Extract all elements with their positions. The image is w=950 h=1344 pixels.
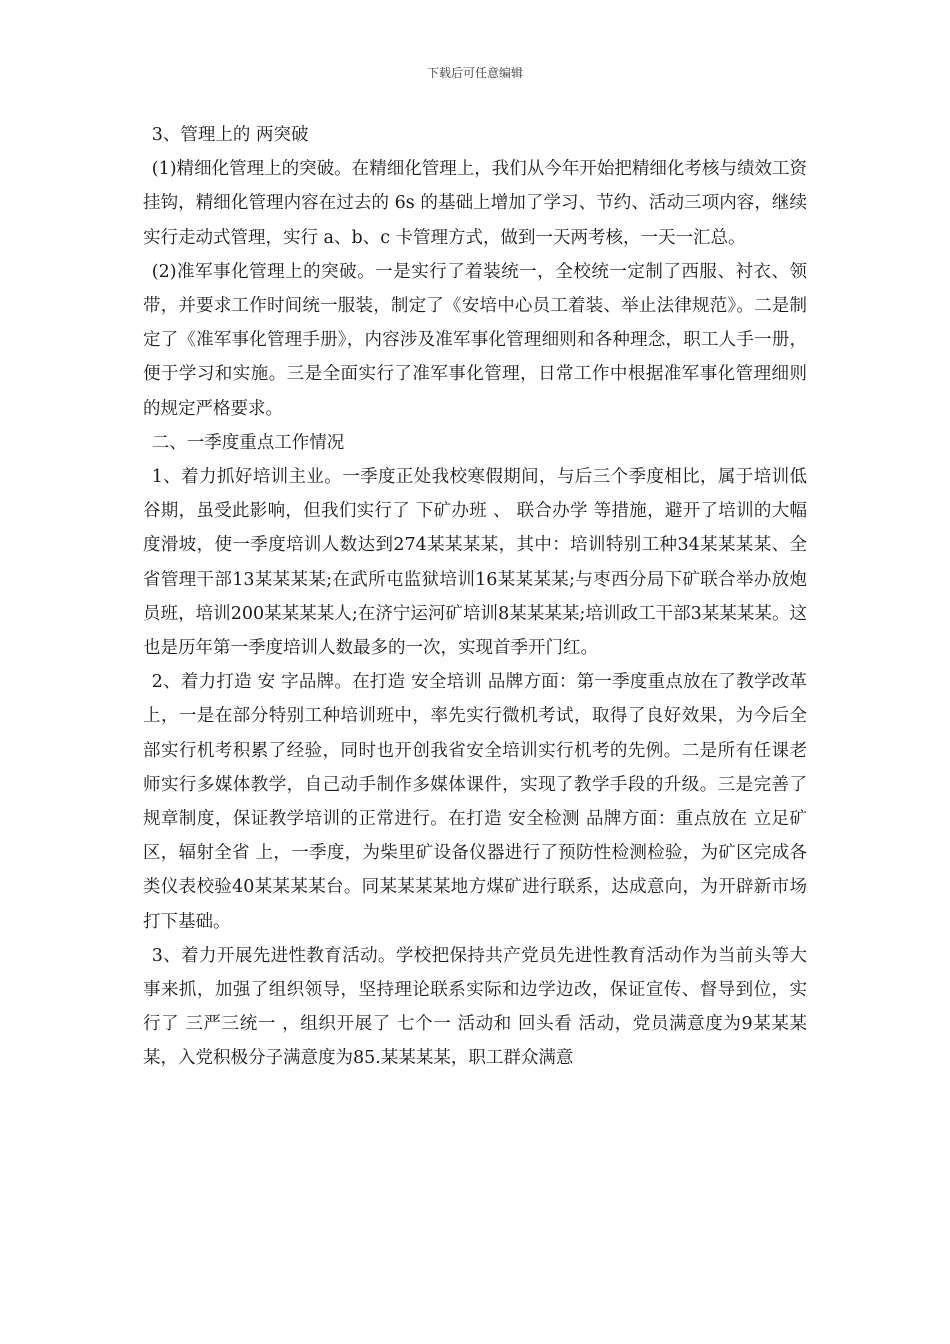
paragraph-safety-brand: 2、着力打造 安 字品牌。在打造 安全培训 品牌方面：第一季度重点放在了教学改革上，一是在部分特别工种培训班中，率先实行微机考试，取得了良好效果，为今后全部实行机考积累了经验，同时也开创我省安全培训实行机考的先例。二是所有任课老师实行多媒体教学，自己动手制作多媒体课件，实现了教学手段的升级。三是完善了规章制度，保证教学培训的正常进行。在打造 安全检测 品牌方面：重点放在 立足矿区，辐射全省 上，一季度，为柴里矿设备仪器进行了预防性检测检验，为矿区完成各类仪表校验40某某某某台。同某某某某地方煤矿进行联系，达成意向，为开辟新市场打下基础。 [143, 672, 807, 932]
section-heading-q1-work: 二、一季度重点工作情况 [151, 432, 345, 453]
paragraph-paramilitary-management: (2)准军事化管理上的突破。一是实行了着装统一，全校统一定制了西服、衬衣、领带，并要求工作时间统一服装，制定了《安培中心员工着装、举止法律规范》。二是制定了《准军事化管理手册》，内容涉及准军事化管理细则和各种理念，职工人手一册，便于学习和实施。三是全面实行了准军事化管理，日常工作中根据准军事化管理细则的规定严格要求。 [143, 261, 807, 419]
section-heading-management: 3、管理上的 两突破 [151, 125, 309, 145]
page-header: 下载后可任意编辑 [426, 66, 523, 80]
paragraph-education-activity: 3、着力开展先进性教育活动。学校把保持共产党员先进性教育活动作为当前头等大事来抓，加强了组织领导，坚持理论联系实际和边学边改，保证宣传、督导到位，实行了 三严三统一 ，组织开展了 七个一 活动和 回头看 活动，党员满意度为9某某某某，入党积极分子满意度为85.某某某某，职工群众满意 [143, 945, 807, 1069]
paragraph-training: 1、着力抓好培训主业。一季度正处我校寒假期间，与后三个季度相比，属于培训低谷期，虽受此影响，但我们实行了 下矿办班 、 联合办学 等措施，避开了培训的大幅度滑坡，使一季度培训人数达到274某某某某，其中：培训特别工种34某某某某、全省管理干部13某某某某;在武所屯监狱培训16某某某某;与枣西分局下矿联合举办放炮员班，培训200某某某某人;在济宁运河矿培训8某某某某;培训政工干部3某某某某。这也是历年第一季度培训人数最多的一次，实现首季开门红。 [143, 467, 807, 659]
document-body [143, 118, 807, 1076]
paragraph-refined-management: (1)精细化管理上的突破。在精细化管理上，我们从今年开始把精细化考核与绩效工资挂钩，精细化管理内容在过去的 6s 的基础上增加了学习、节约、活动三项内容，继续实行走动式管理，实行 a、b、c 卡管理方式，做到一天两考核，一天一汇总。 [143, 159, 807, 248]
